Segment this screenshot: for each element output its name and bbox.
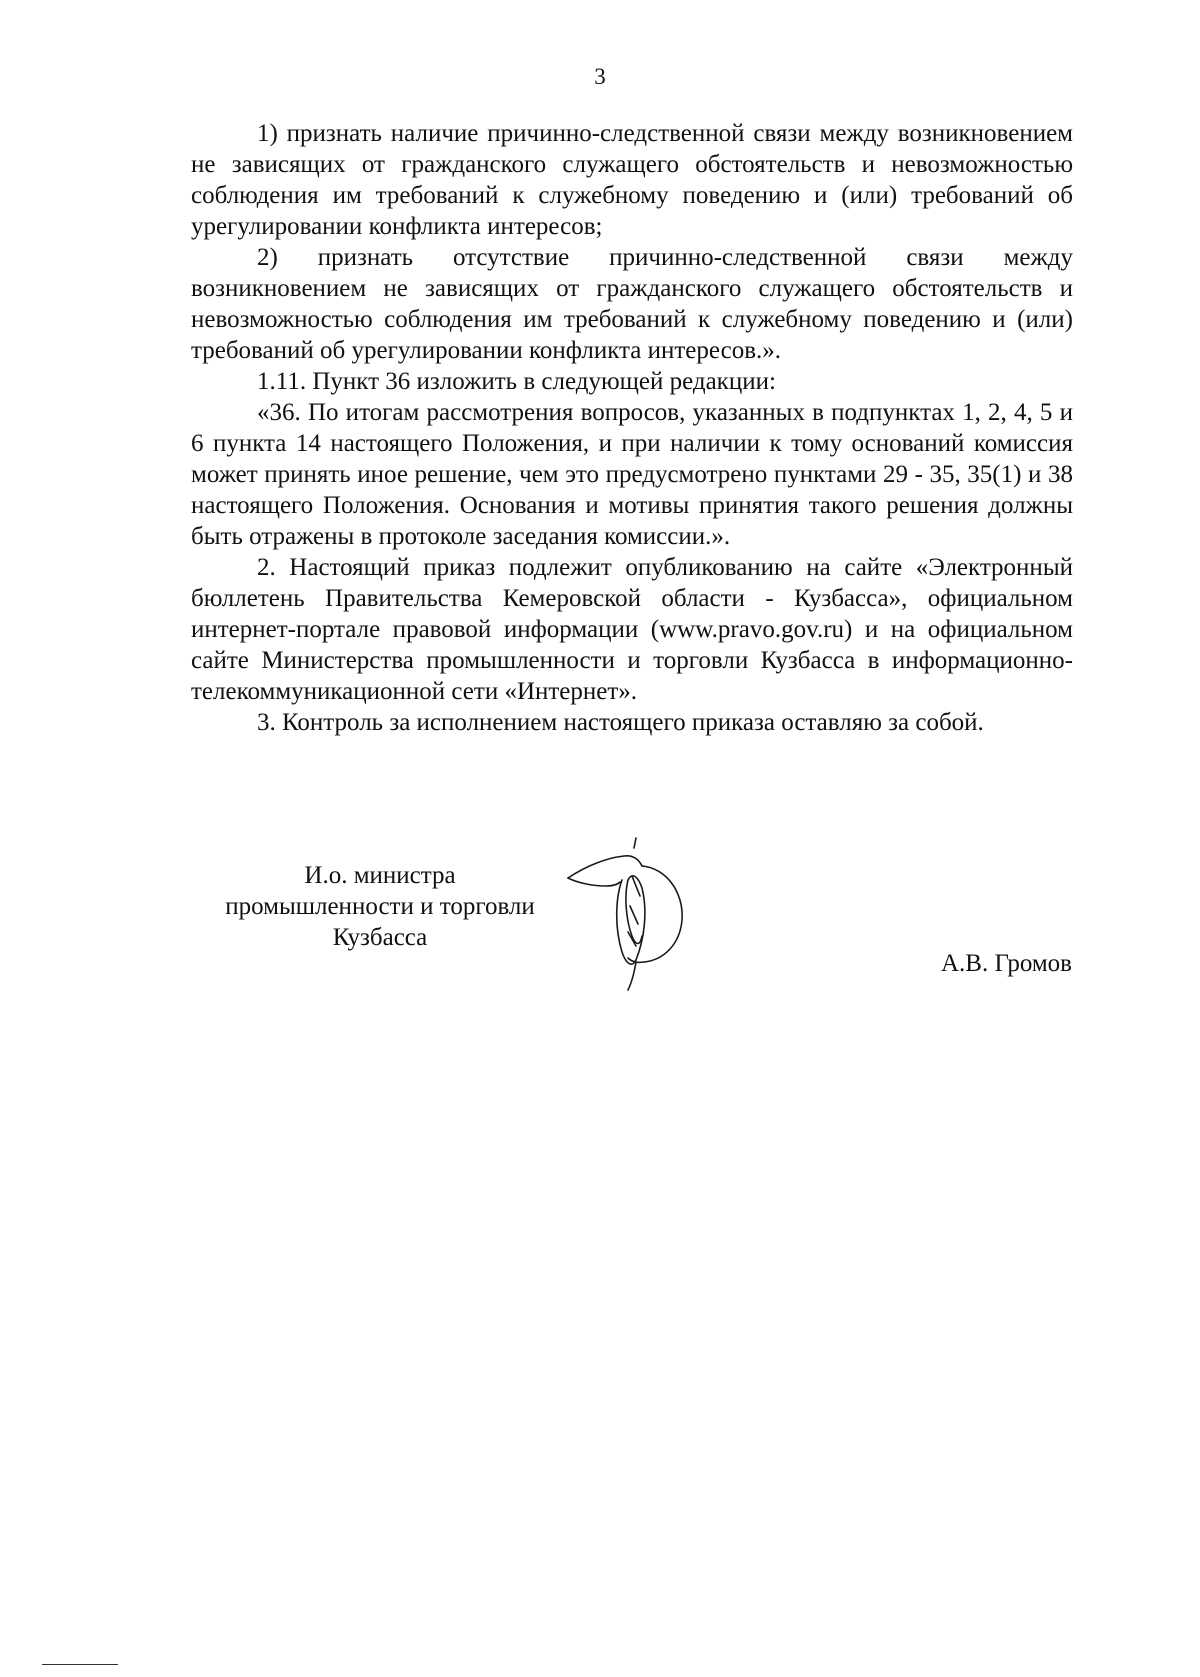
signer-title-line: промышленности и торговли bbox=[225, 893, 535, 920]
document-body bbox=[191, 118, 1073, 738]
signer-title-line: Кузбасса bbox=[332, 924, 428, 951]
paragraph-item-1: 1) признать наличие причинно-следственной связи между возникновением не зависящих от гражданского служащего обстоятельств и невозможностью соблюдения им требований к служебному поведению и (или) требований об урегулировании конфликта интересов; bbox=[191, 120, 1073, 240]
page-number: 3 bbox=[594, 64, 606, 89]
paragraph-clause-1-11: 1.11. Пункт 36 изложить в следующей редакции: bbox=[257, 368, 776, 395]
paragraph-control: 3. Контроль за исполнением настоящего приказа оставляю за собой. bbox=[257, 709, 984, 736]
footer-divider bbox=[42, 1664, 118, 1665]
paragraph-item-2: 2) признать отсутствие причинно-следственной связи между возникновением не зависящих от гражданского служащего обстоятельств и невозможностью соблюдения им требований к служебному поведению и (или) требований об урегулировании конфликта интересов.». bbox=[191, 244, 1073, 364]
paragraph-publication: 2. Настоящий приказ подлежит опубликованию на сайте «Электронный бюллетень Правительства Кемеровской области - Кузбасса», официальном интернет-портале правовой информации (www.pravo.gov.ru) и на официальном сайте Министерства промышленности и торговли Кузбасса в информационно-телекоммуникационной сети «Интернет». bbox=[191, 554, 1073, 705]
signer-name: А.В. Громов bbox=[940, 950, 1072, 977]
paragraph-clause-36: «36. По итогам рассмотрения вопросов, указанных в подпунктах 1, 2, 4, 5 и 6 пункта 14 настоящего Положения, и при наличии к тому оснований комиссия может принять иное решение, чем это предусмотрено пунктами 29 - 35, 35(1) и 38 настоящего Положения. Основания и мотивы принятия такого решения должны быть отражены в протоколе заседания комиссии.». bbox=[191, 399, 1073, 550]
signer-title-line: И.о. министра bbox=[304, 862, 456, 889]
handwritten-signature bbox=[566, 836, 706, 996]
signer-title bbox=[190, 860, 570, 953]
